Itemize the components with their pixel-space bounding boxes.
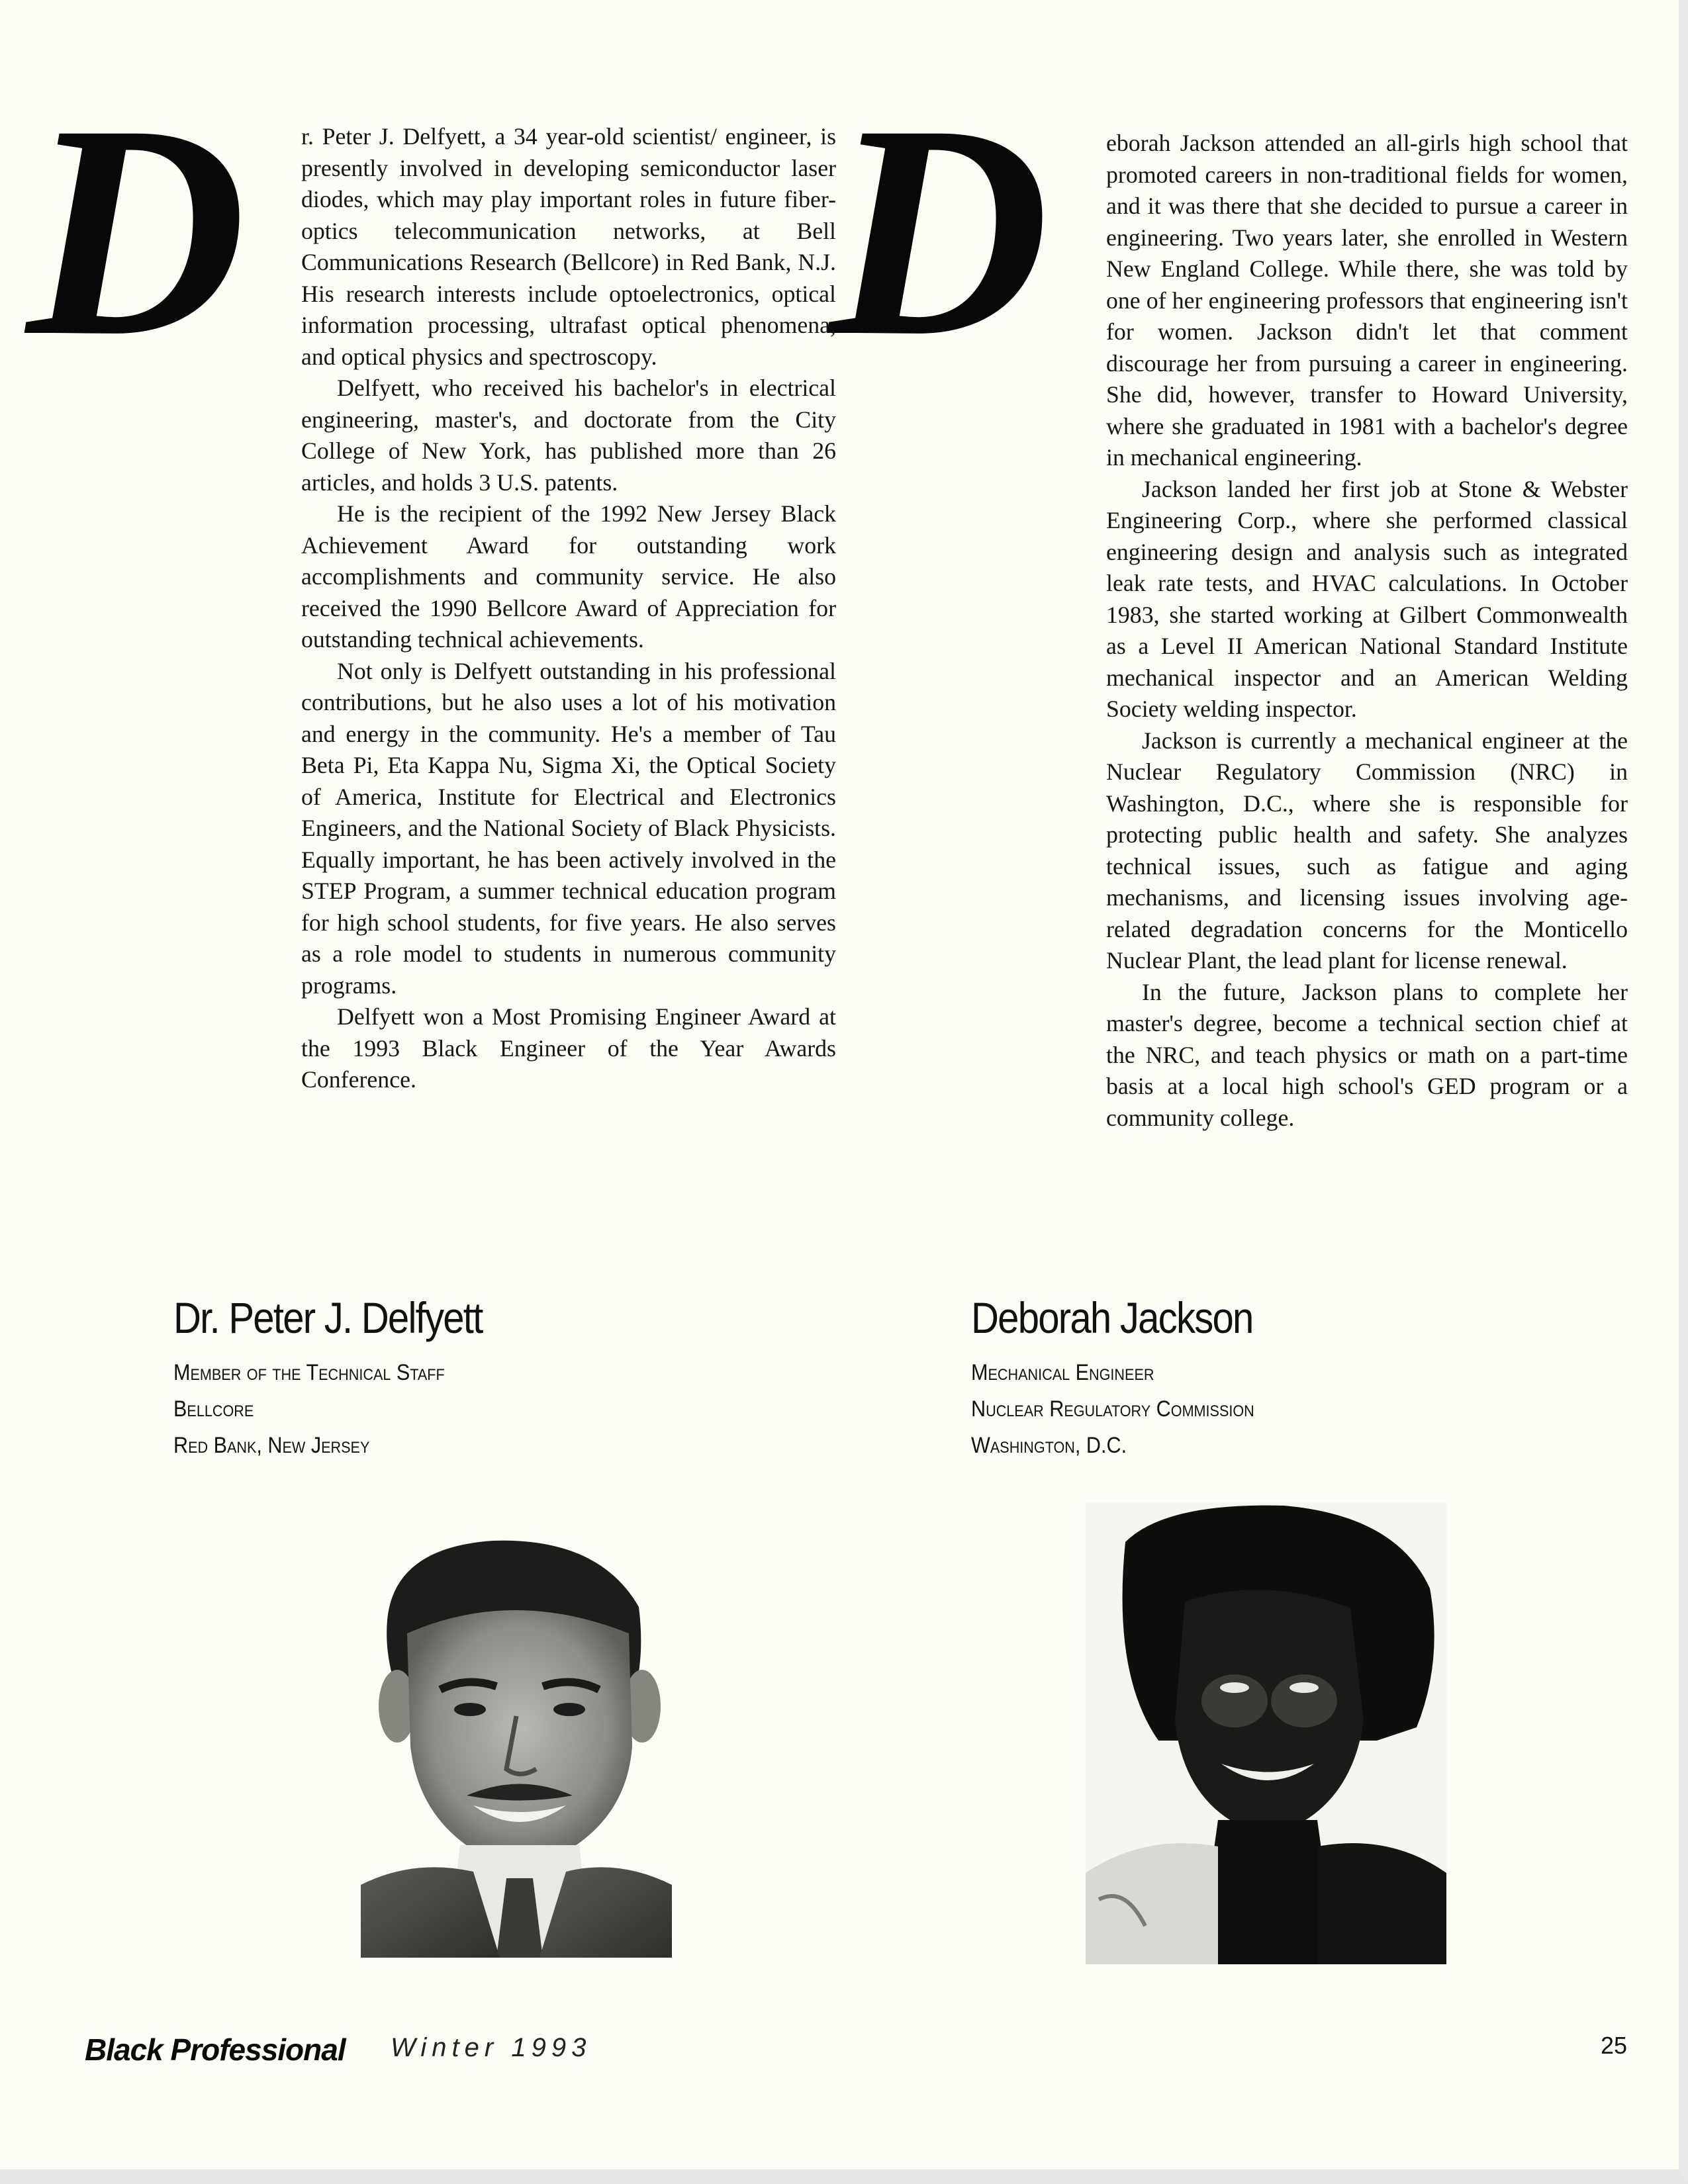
left-paragraph-2: Delfyett, who received his bachelor's in electrical engineering, master's, and doctorate from the City College of New York, has published more than 26 articles, and holds 3 U.S. patents. <box>301 375 836 496</box>
right-paragraph-4: In the future, Jackson plans to complete her master's degree, become a technical section chief at the NRC, and teach physics or math on a part-time basis at a local high school's GED program or a community college. <box>1106 978 1628 1131</box>
right-person-title <box>971 1355 1254 1464</box>
right-person-name: Deborah Jackson <box>971 1293 1253 1342</box>
left-title-line-1: Member of the Technical Staff <box>173 1360 445 1385</box>
right-title-line-3: Washington, D.C. <box>971 1433 1127 1458</box>
right-paragraph-3: Jackson is currently a mechanical engineer at the Nuclear Regulatory Commission (NRC) in Washington, D.C., where she is responsible for protecting public health and safety. She analyzes technical issues, such as fatigue and aging mechanisms, and licensing issues involving age-related degradation concerns for the Monticello Nuclear Plant, the lead plant for license renewal. <box>1106 727 1628 974</box>
right-portrait-photo <box>1086 1502 1446 1964</box>
left-portrait-photo <box>361 1527 672 1958</box>
right-paragraph-1: eborah Jackson attended an all-girls high school that promoted careers in non-traditional fields for women, and it was there that she decided to pursue a career in engineering. Two years later, she enrolled in Western New England College. While there, she was told by one of her engineering professors that engineering isn't for women. Jackson didn't let that comment discourage her from pursuing a career in engineering. She did, however, transfer to Howard University, where she graduated in 1981 with a bachelor's degree in mechanical engineering. <box>1106 130 1628 471</box>
left-article-body <box>301 121 836 1096</box>
drop-cap-right: D <box>829 62 1050 399</box>
left-paragraph-4: Not only is Delfyett outstanding in his professional contributions, but he also uses a lot of his motivation and energy in the community. He's a member of Tau Beta Pi, Eta Kappa Nu, Sigma Xi, the Optical Society of America, Institute for Electrical and Electronics Engineers, and the National Society of Black Physicists. Equally important, he has been actively involved in the STEP Program, a summer technical education program for high school students, for five years. He also serves as a role model to students in numerous community programs. <box>301 657 836 999</box>
right-title-line-1: Mechanical Engineer <box>971 1360 1154 1385</box>
left-title-line-3: Red Bank, New Jersey <box>173 1433 370 1458</box>
page-number: 25 <box>1601 2032 1628 2059</box>
left-person-name: Dr. Peter J. Delfyett <box>173 1293 483 1342</box>
drop-cap-left: D <box>26 62 247 399</box>
left-person-title <box>173 1355 445 1464</box>
left-paragraph-3: He is the recipient of the 1992 New Jersey Black Achievement Award for outstanding work accomplishments and community service. He also received the 1990 Bellcore Award of Appreciation for outstanding technical achievements. <box>301 500 836 653</box>
left-paragraph-5: Delfyett won a Most Promising Engineer Award at the 1993 Black Engineer of the Year Awards Conference. <box>301 1003 836 1093</box>
left-title-line-2: Bellcore <box>173 1396 254 1422</box>
right-article-body <box>1106 128 1628 1134</box>
magazine-name: Black Professional <box>85 2032 346 2067</box>
left-paragraph-1: r. Peter J. Delfyett, a 34 year-old scientist/ engineer, is presently involved in developing semiconductor laser diodes, which may play important roles in future fiber-optics telecommunication networks, at Bell Communications Research (Bellcore) in Red Bank, N.J. His research interests include optoelectronics, optical information processing, ultrafast optical phenomena, and optical physics and spectroscopy. <box>301 123 836 370</box>
right-title-line-2: Nuclear Regulatory Commission <box>971 1396 1254 1422</box>
right-paragraph-2: Jackson landed her first job at Stone & Webster Engineering Corp., where she performed classical engineering design and analysis such as integrated leak rate tests, and HVAC calculations. In October 1983, she started working at Gilbert Commonwealth as a Level II American National Standard Institute mechanical inspector and an American Welding Society welding inspector. <box>1106 475 1628 722</box>
issue-date: Winter 1993 <box>391 2033 592 2062</box>
